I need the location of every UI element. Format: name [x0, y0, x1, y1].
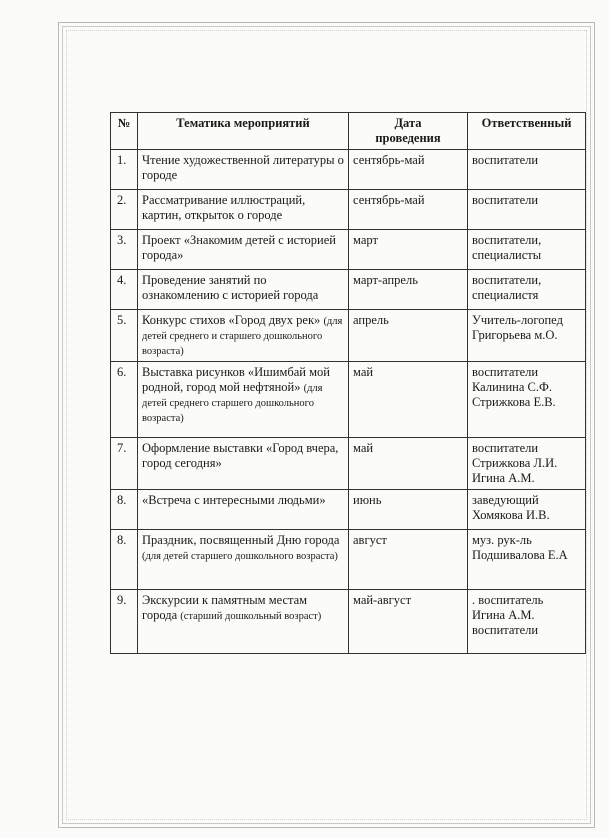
row-responsible-line: воспитатели: [472, 623, 539, 637]
table-row: [111, 190, 586, 230]
header-date-line2: проведения: [375, 131, 441, 145]
row-topic-cell: [138, 438, 349, 490]
row-date: март-апрель: [349, 270, 468, 310]
row-number: 4.: [111, 270, 138, 310]
row-topic-cell: [138, 590, 349, 654]
row-number: 9.: [111, 590, 138, 654]
row-number: 8.: [111, 530, 138, 590]
row-responsible-cell: [468, 270, 586, 310]
row-responsible-line: воспитатели: [472, 153, 539, 167]
table-row: [111, 362, 586, 438]
row-topic-cell: [138, 270, 349, 310]
row-responsible-cell: [468, 230, 586, 270]
row-number: 2.: [111, 190, 138, 230]
row-responsible-line: . воспитатель: [472, 593, 544, 607]
row-responsible-line: Учитель-логопед: [472, 313, 563, 327]
row-topic: Выставка рисунков «Ишимбай мой родной, город мой нефтяной»: [142, 365, 330, 394]
header-responsible: Ответственный: [468, 113, 586, 150]
row-date: май: [349, 362, 468, 438]
row-responsible-line: муз. рук-ль: [472, 533, 532, 547]
row-responsible-line: Игина А.М.: [472, 471, 535, 485]
table-row: [111, 230, 586, 270]
row-note: (для детей старшего дошкольного возраста): [142, 551, 338, 562]
row-date: март: [349, 230, 468, 270]
row-responsible-cell: [468, 190, 586, 230]
row-number: 6.: [111, 362, 138, 438]
header-date-line1: Дата: [394, 116, 422, 130]
row-responsible-line: Стрижкова Е.В.: [472, 395, 556, 409]
row-responsible-cell: [468, 438, 586, 490]
row-responsible-cell: [468, 362, 586, 438]
row-topic: Экскурсии к памятным местам города: [142, 593, 308, 622]
row-responsible-cell: [468, 310, 586, 362]
row-date: сентябрь-май: [349, 190, 468, 230]
row-topic: Праздник, посвященный Дню города: [142, 533, 340, 547]
row-topic-cell: [138, 230, 349, 270]
row-responsible-line: Подшивалова Е.А: [472, 548, 568, 562]
row-responsible-line: Стрижкова Л.И.: [472, 456, 558, 470]
row-responsible-line: воспитатели: [472, 193, 539, 207]
row-date: апрель: [349, 310, 468, 362]
table-row: [111, 438, 586, 490]
row-topic: «Встреча с интересными людьми»: [142, 493, 326, 507]
row-responsible-cell: [468, 150, 586, 190]
row-responsible-line: специалистя: [472, 288, 539, 302]
events-table: [110, 112, 586, 654]
row-note: (старший дошкольный возраст): [180, 611, 322, 622]
table-row: [111, 490, 586, 530]
row-number: 7.: [111, 438, 138, 490]
row-responsible-cell: [468, 530, 586, 590]
table-row: [111, 150, 586, 190]
row-responsible-cell: [468, 490, 586, 530]
row-number: 1.: [111, 150, 138, 190]
row-date: июнь: [349, 490, 468, 530]
row-responsible-line: Григорьева м.О.: [472, 328, 558, 342]
table-row: [111, 530, 586, 590]
row-responsible-line: воспитатели,: [472, 233, 542, 247]
row-date: сентябрь-май: [349, 150, 468, 190]
row-topic: Проведение занятий по ознакомлению с историей города: [142, 273, 319, 302]
row-topic: Чтение художественной литературы о городе: [142, 153, 344, 182]
row-number: 5.: [111, 310, 138, 362]
row-responsible-line: Хомякова И.В.: [472, 508, 550, 522]
row-responsible-line: заведующий: [472, 493, 539, 507]
row-responsible-line: воспитатели: [472, 365, 539, 379]
row-topic-cell: [138, 362, 349, 438]
table-row: [111, 310, 586, 362]
row-responsible-line: воспитатели: [472, 441, 539, 455]
row-topic-cell: [138, 490, 349, 530]
row-topic: Рассматривание иллюстраций, картин, открыток о городе: [142, 193, 306, 222]
row-date: май: [349, 438, 468, 490]
table-header-row: [111, 113, 586, 150]
header-topic: Тематика мероприятий: [138, 113, 349, 150]
header-num: №: [111, 113, 138, 150]
row-topic: Оформление выставки «Город вчера, город сегодня»: [142, 441, 339, 470]
row-date: август: [349, 530, 468, 590]
row-responsible-line: специалисты: [472, 248, 542, 262]
table-row: [111, 590, 586, 654]
row-topic-cell: [138, 310, 349, 362]
row-date: май-август: [349, 590, 468, 654]
row-responsible-line: Игина А.М.: [472, 608, 535, 622]
row-topic-cell: [138, 150, 349, 190]
header-date: [349, 113, 468, 150]
row-note: (для детей среднего и старшего дошкольного возраста): [142, 316, 343, 357]
row-responsible-cell: [468, 590, 586, 654]
row-topic: Проект «Знакомим детей с историей города»: [142, 233, 336, 262]
row-number: 8.: [111, 490, 138, 530]
row-topic-cell: [138, 530, 349, 590]
row-topic: Конкурс стихов «Город двух рек»: [142, 313, 321, 327]
row-number: 3.: [111, 230, 138, 270]
row-note: (для детей среднего старшего дошкольного возраста): [142, 383, 323, 424]
row-responsible-line: воспитатели,: [472, 273, 542, 287]
table-row: [111, 270, 586, 310]
row-responsible-line: Калинина С.Ф.: [472, 380, 552, 394]
row-topic-cell: [138, 190, 349, 230]
